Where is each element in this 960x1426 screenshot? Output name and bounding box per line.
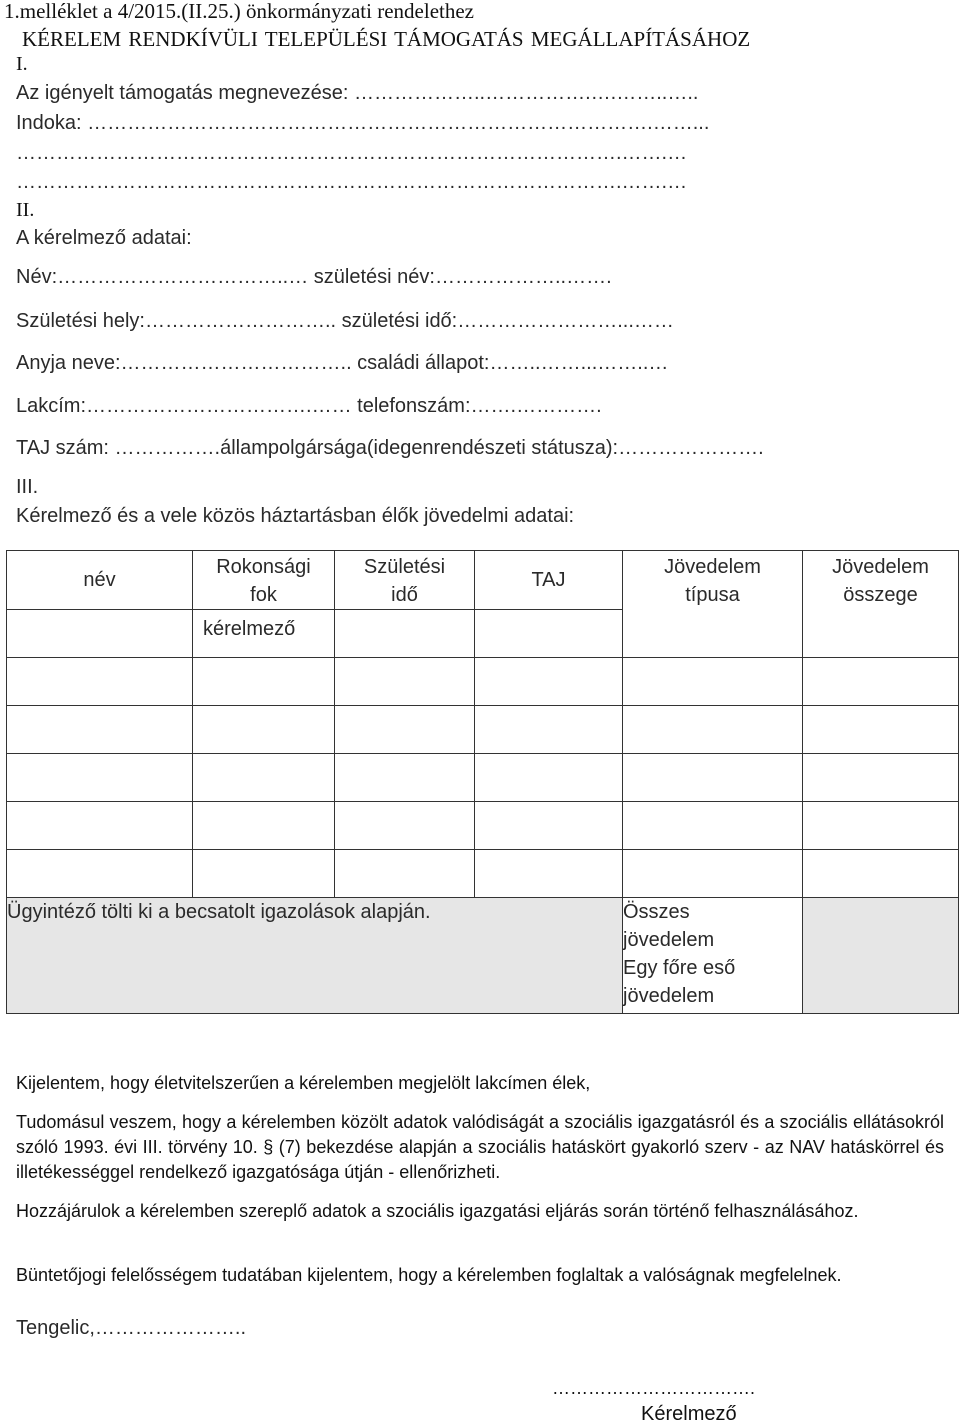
table-header-row (7, 551, 959, 610)
table-row[interactable] (7, 754, 959, 802)
liability-declaration: Büntetőjogi felelősségem tudatában kijelentem, hogy a kérelemben foglaltak a valóságnak megfelelnek. (16, 1265, 842, 1285)
table-cell[interactable] (335, 706, 475, 754)
summary-row (7, 898, 959, 1014)
birthplace-birthdate-field[interactable]: Születési hely:……………………….. születési idő:……………………...…… (16, 310, 674, 332)
table-row[interactable] (7, 850, 959, 898)
table-cell[interactable] (335, 850, 475, 898)
table-cell[interactable] (7, 658, 193, 706)
table-cell[interactable] (193, 706, 335, 754)
reason-label: Indoka: (16, 112, 82, 134)
table-cell[interactable] (335, 802, 475, 850)
table-cell[interactable] (193, 658, 335, 706)
section-1-number: I. (16, 53, 28, 75)
signature-line[interactable]: ……………………………. (552, 1378, 756, 1398)
residence-declaration: Kijelentem, hogy életvitelszerűen a kérelemben megjelölt lakcímen élek, (16, 1073, 591, 1093)
table-cell[interactable] (803, 658, 959, 706)
section-3-number: III. (16, 476, 39, 498)
form-title: KÉRELEM RENDKÍVÜLI TELEPÜLÉSI TÁMOGATÁS MEGÁLLAPÍTÁSÁHOZ (22, 27, 751, 51)
table-cell[interactable] (193, 850, 335, 898)
table-cell[interactable] (475, 658, 623, 706)
table-row[interactable] (7, 802, 959, 850)
table-cell[interactable] (623, 706, 803, 754)
table-cell[interactable] (335, 754, 475, 802)
support-name-field[interactable] (16, 82, 698, 105)
applicant-relation-cell: kérelmező (193, 610, 335, 658)
table-cell[interactable] (193, 754, 335, 802)
section-3-heading: Kérelmező és a vele közös háztartásban élők jövedelmi adatai: (16, 505, 575, 527)
totals-label-cell (623, 898, 803, 1014)
table-cell[interactable] (475, 802, 623, 850)
col-header-income-type: Jövedelem típusa (623, 551, 803, 658)
col-header-taj: TAJ (475, 551, 623, 610)
section-2-heading: A kérelmező adatai: (16, 227, 192, 249)
signature-label: Kérelmező (641, 1403, 737, 1425)
table-cell[interactable] (335, 658, 475, 706)
table-cell[interactable] (803, 850, 959, 898)
table-cell[interactable] (7, 610, 193, 658)
clerk-note: Ügyintéző tölti ki a becsatolt igazolások alapján. (7, 901, 431, 923)
col-header-birthdate: Születési idő (335, 551, 475, 610)
place-date-field[interactable]: Tengelic,………………….. (16, 1317, 247, 1339)
table-cell[interactable] (193, 802, 335, 850)
table-cell[interactable] (475, 850, 623, 898)
taj-citizenship-field[interactable]: TAJ szám: …………….állampolgársága(idegenrendészeti státusza):…………………. (16, 437, 764, 459)
table-cell[interactable] (803, 706, 959, 754)
per-capita-income-label: Egy főre eső jövedelem (623, 957, 736, 1007)
reason-dots: ………………………………………………………………………….……... (81, 112, 710, 134)
table-cell[interactable] (7, 754, 193, 802)
income-table (6, 550, 959, 1014)
totals-value-cell[interactable] (803, 898, 959, 1014)
table-cell[interactable] (7, 850, 193, 898)
name-birthname-field[interactable]: Név:……………………………..… születési név:………………..……. (16, 266, 612, 288)
table-cell[interactable] (623, 850, 803, 898)
section-2-number: II. (16, 199, 35, 221)
table-cell[interactable] (803, 754, 959, 802)
nav-check-declaration: Tudomásul veszem, hogy a kérelemben közölt adatok valódiságát a szociális igazgatásról és a szociális ellátásokról szóló 1993. évi III. törvény 10. § (7) bekezdése alapján a szociális hatáskört gyakorló szerv - az NAV hatáskörrel és illetékességgel rendelkező igazgatósága útján - ellenőrizheti. (16, 1112, 944, 1182)
table-row[interactable] (7, 706, 959, 754)
support-name-label: Az igényelt támogatás megnevezése: (16, 82, 349, 104)
table-cell[interactable] (475, 706, 623, 754)
table-cell[interactable] (335, 610, 475, 658)
table-row[interactable] (7, 658, 959, 706)
annex-reference: 1.melléklet a 4/2015.(II.25.) önkormányzati rendelethez (4, 0, 474, 23)
reason-line-3[interactable]: ……………………………………………………………………………….…….… (16, 171, 688, 193)
table-cell[interactable] (623, 754, 803, 802)
total-income-label: Összes jövedelem (623, 901, 715, 951)
col-header-name: név (7, 551, 193, 610)
clerk-note-cell (7, 898, 623, 1014)
table-cell[interactable] (475, 610, 623, 658)
table-cell[interactable] (623, 802, 803, 850)
mother-marital-field[interactable]: Anyja neve:…………………………….. családi állapot:……..……...……..… (16, 352, 669, 374)
table-cell[interactable] (7, 706, 193, 754)
table-cell[interactable] (803, 802, 959, 850)
col-header-income-sum: Jövedelem összege (803, 551, 959, 658)
col-header-relation: Rokonsági fok (193, 551, 335, 610)
support-name-dots: ………………..…………….….……..….. (348, 82, 699, 104)
address-phone-field[interactable]: Lakcím:…………………………….…… telefonszám:…….…………. (16, 395, 602, 417)
consent-declaration: Hozzájárulok a kérelemben szereplő adatok a szociális igazgatási eljárás során történő felhasználásához. (16, 1201, 859, 1221)
reason-line-2[interactable]: ……………………………………………………………………………….…….… (16, 142, 688, 164)
table-cell[interactable] (7, 802, 193, 850)
table-cell[interactable] (475, 754, 623, 802)
reason-field[interactable] (16, 112, 709, 135)
table-cell[interactable] (623, 658, 803, 706)
